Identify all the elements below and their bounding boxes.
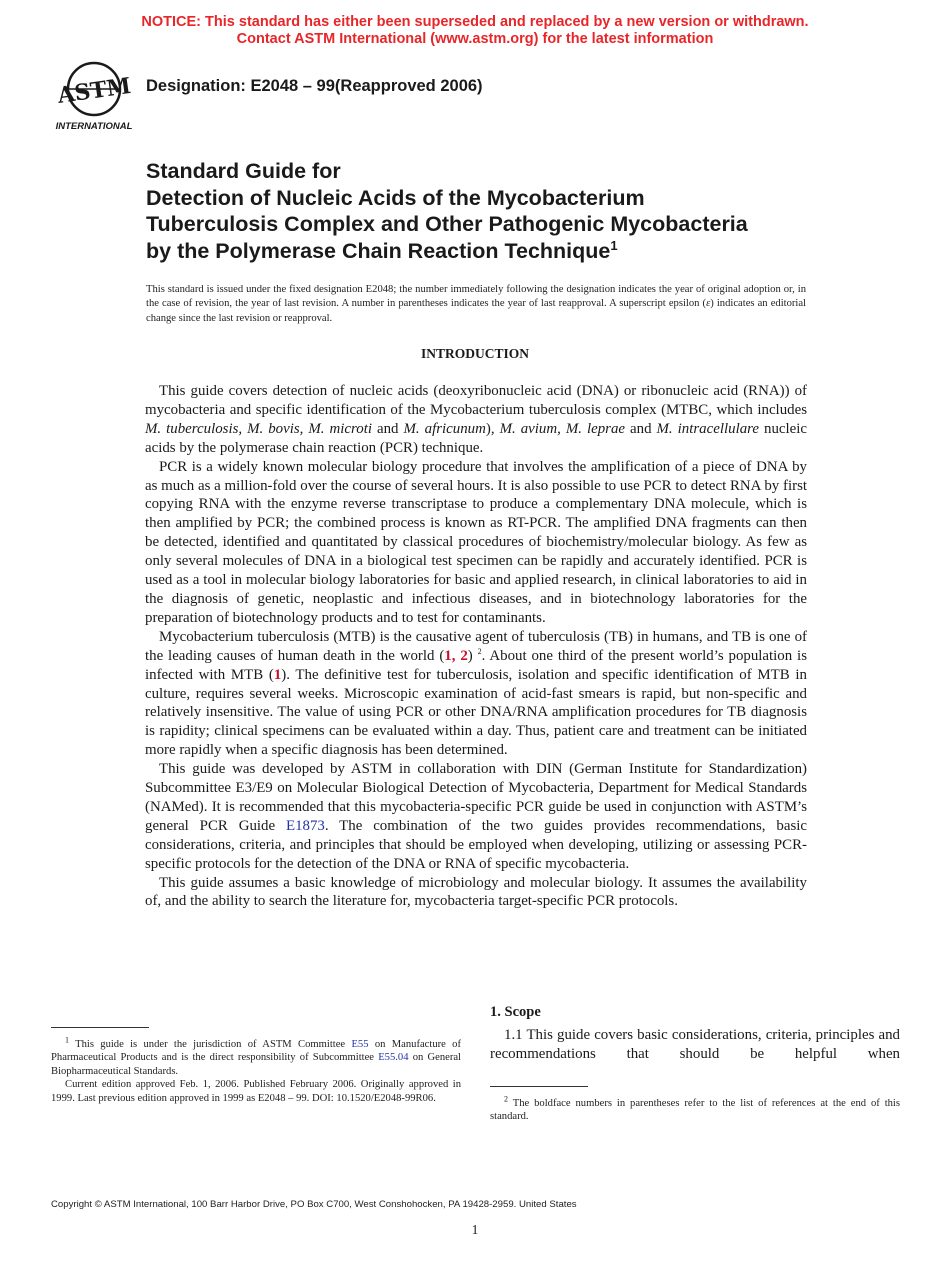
title-line-2: Detection of Nucleic Acids of the Mycobacterium <box>146 185 645 210</box>
issued-text-1: This standard is issued under the fixed designation E2048; the number immediately following the designation indicates the year of original adoption or, in the case of revision, the year of last revision. A number in parentheses indicates the year of last reapproval. A superscript epsilon ( <box>146 284 806 310</box>
notice-line-2: Contact ASTM International (www.astm.org) for the latest information <box>236 31 714 47</box>
footnote-2-text: The boldface numbers in parentheses refer to the list of references at the end of this standard. <box>490 1098 900 1123</box>
notice-line-1: NOTICE: This standard has either been superseded and replaced by a new version or withdrawn. <box>141 14 809 30</box>
reference-link-1b[interactable]: 1 <box>273 666 282 683</box>
intro-p1-italic-4: M. intracellulare <box>656 420 759 437</box>
title-line-4 <box>146 238 846 265</box>
reference-link-2[interactable]: 2 <box>460 647 468 664</box>
intro-p1-text-b: and <box>372 420 404 437</box>
scope-text <box>490 1026 900 1064</box>
logo-sub-text: INTERNATIONAL <box>55 121 133 132</box>
footnote-rule <box>51 1027 149 1028</box>
title-line-1: Standard Guide for <box>146 159 341 183</box>
designation: Designation: E2048 – 99(Reapproved 2006) <box>146 77 483 95</box>
footnote-rule-right <box>490 1086 588 1087</box>
withdrawal-notice <box>0 14 950 48</box>
footnote-1-text-a: This guide is under the jurisdiction of ASTM Committee <box>69 1039 352 1050</box>
footnote-2 <box>490 1094 900 1124</box>
intro-p4-text-a: This guide was developed by ASTM in collaboration with DIN (German Institute for Standardization) Subcommittee E3/E9 on Molecular Biological Detection of Mycobacteria, Department for Medical Standards (NAMed). It is recommended that this mycobacteria-specific PCR guide be used in conjunction with ASTM’s general PCR Guide <box>145 761 807 834</box>
footnote-1 <box>51 1035 461 1078</box>
footnotes-left <box>51 1027 461 1105</box>
intro-p1-italic-2: M. africunum <box>403 420 486 437</box>
reference-link-1[interactable]: 1 <box>444 647 452 664</box>
intro-paragraph-1 <box>145 382 807 458</box>
intro-paragraph-3 <box>145 628 807 760</box>
intro-p3-text-c: . About one third of the present world’s population is infected with MTB ( <box>145 647 807 683</box>
title-line-3: Tuberculosis Complex and Other Pathogenic Mycobacteria <box>146 212 748 236</box>
footnote-1-text-b: on Manufacture of Pharmaceutical Products and is the direct responsibility of Subcommittee <box>51 1039 461 1064</box>
scope-paragraph-1-1: 1.1 This guide covers basic considerations, criteria, principles and recommendations that should be helpful when <box>490 1027 900 1062</box>
intro-p3-text-b: ) <box>467 647 478 664</box>
intro-p1-italic-1: M. tuberculosis, M. bovis, M. microti <box>145 420 372 437</box>
scope-heading: 1. Scope <box>490 1004 541 1020</box>
intro-p1-italic-3: M. avium, M. leprae <box>499 420 626 437</box>
reference-separator: , <box>451 647 461 664</box>
intro-paragraph-5: This guide assumes a basic knowledge of microbiology and molecular biology. It assumes the availability of, and the ability to search the literature for, mycobacteria target-specific PCR protocols. <box>145 874 807 910</box>
intro-p3-text-a: Mycobacterium tuberculosis (MTB) is the causative agent of tuberculosis (TB) in humans, and TB is one of the leading causes of human death in the world ( <box>145 628 807 664</box>
e1873-link[interactable]: E1873 <box>285 817 325 834</box>
introduction-body <box>145 382 807 911</box>
intro-p1-text-a: This guide covers detection of nucleic acids (deoxyribonucleic acid (DNA) or ribonucleic acid (RNA)) of mycobacteria and specific identification of the Mycobacterium tuberculosis complex (MTBC, which includes <box>145 383 807 418</box>
issued-text-2: ) indicates an editorial change since the last revision or reapproval. <box>146 298 806 324</box>
footnote-1-mark: 1 <box>65 1035 69 1045</box>
intro-p1-text-e: nucleic acids by the polymerase chain reaction (PCR) technique. <box>145 420 808 456</box>
intro-paragraph-4 <box>145 760 807 873</box>
intro-paragraph-2: PCR is a widely known molecular biology procedure that involves the amplification of a piece of DNA by as much as a million-fold over the course of several hours. It is also possible to use PCR to detect RNA by first copying RNA with the enzyme reverse transcriptase to produce a complementary DNA molecule, which is then amplified by PCR; the combined process is known as RT-PCR. The amplified DNA fragments can then be detected, identified and quantitated by classical procedures of biochemistry/molecular biology. As few as only several molecules of DNA in a biological test specimen can be rapidly and accurately identified. PCR is used as a tool in molecular biology laboratories for basic and applied research, in clinical laboratories to aid in the diagnosis of genetic, neoplastic and infectious diseases, and in biotechnology laboratories for the preparation of biotechnology products and to test for contaminants. <box>145 458 807 626</box>
intro-p4-text-b: . The combination of the two guides provides recommendations, basic considerations, criteria, and principles that should be employed when developing, utilizing or assessing PCR-specific protocols for the detection of the DNA or RNA of specific mycobacteria. <box>145 817 807 872</box>
e55-link[interactable]: E55 <box>351 1039 369 1050</box>
page-number: 1 <box>471 1222 479 1237</box>
copyright: Copyright © ASTM International, 100 Barr Harbor Drive, PO Box C700, West Conshohocken, PA 19428-2959. United States <box>51 1199 577 1210</box>
title-line-4-text: by the Polymerase Chain Reaction Technique <box>146 238 611 263</box>
introduction-heading: INTRODUCTION <box>420 346 529 361</box>
footnote-right <box>490 1086 900 1124</box>
intro-p1-text-d: and <box>625 420 657 437</box>
edition-note: Current edition approved Feb. 1, 2006. Published February 2006. Originally approved in 1999. Last previous edition approved in 1999 as E2048 – 99. DOI: 10.1520/E2048-99R06. <box>51 1079 461 1104</box>
document-title <box>146 158 846 264</box>
issued-epsilon: ε <box>706 298 711 310</box>
footnote-1-text-c: on General Biopharmaceutical Standards. <box>51 1052 461 1077</box>
footnote-2-mark: 2 <box>504 1094 508 1104</box>
title-footnote-mark: 1 <box>610 237 618 253</box>
intro-p3-text-d: ). The definitive test for tuberculosis, isolation and specific identification of MTB in culture, requires several weeks. Microscopic examination of acid-fast smears is rapid, but non-specific and relatively insensitive. The value of using PCR or other DNA/RNA amplification procedures for TB diagnosis is rapidity; clinical specimens can be evaluated within a day. Thus, patient care and treatment can be initiated more rapidly when a specific diagnosis has been determined. <box>145 666 807 759</box>
logo-main-text: ASTM <box>55 72 133 109</box>
e55-04-link[interactable]: E55.04 <box>378 1052 409 1064</box>
intro-p1-text-c: ), <box>485 420 500 437</box>
footnote-mark-2[interactable]: 2 <box>477 646 482 656</box>
issued-statement <box>146 283 806 326</box>
astm-logo <box>52 58 136 132</box>
